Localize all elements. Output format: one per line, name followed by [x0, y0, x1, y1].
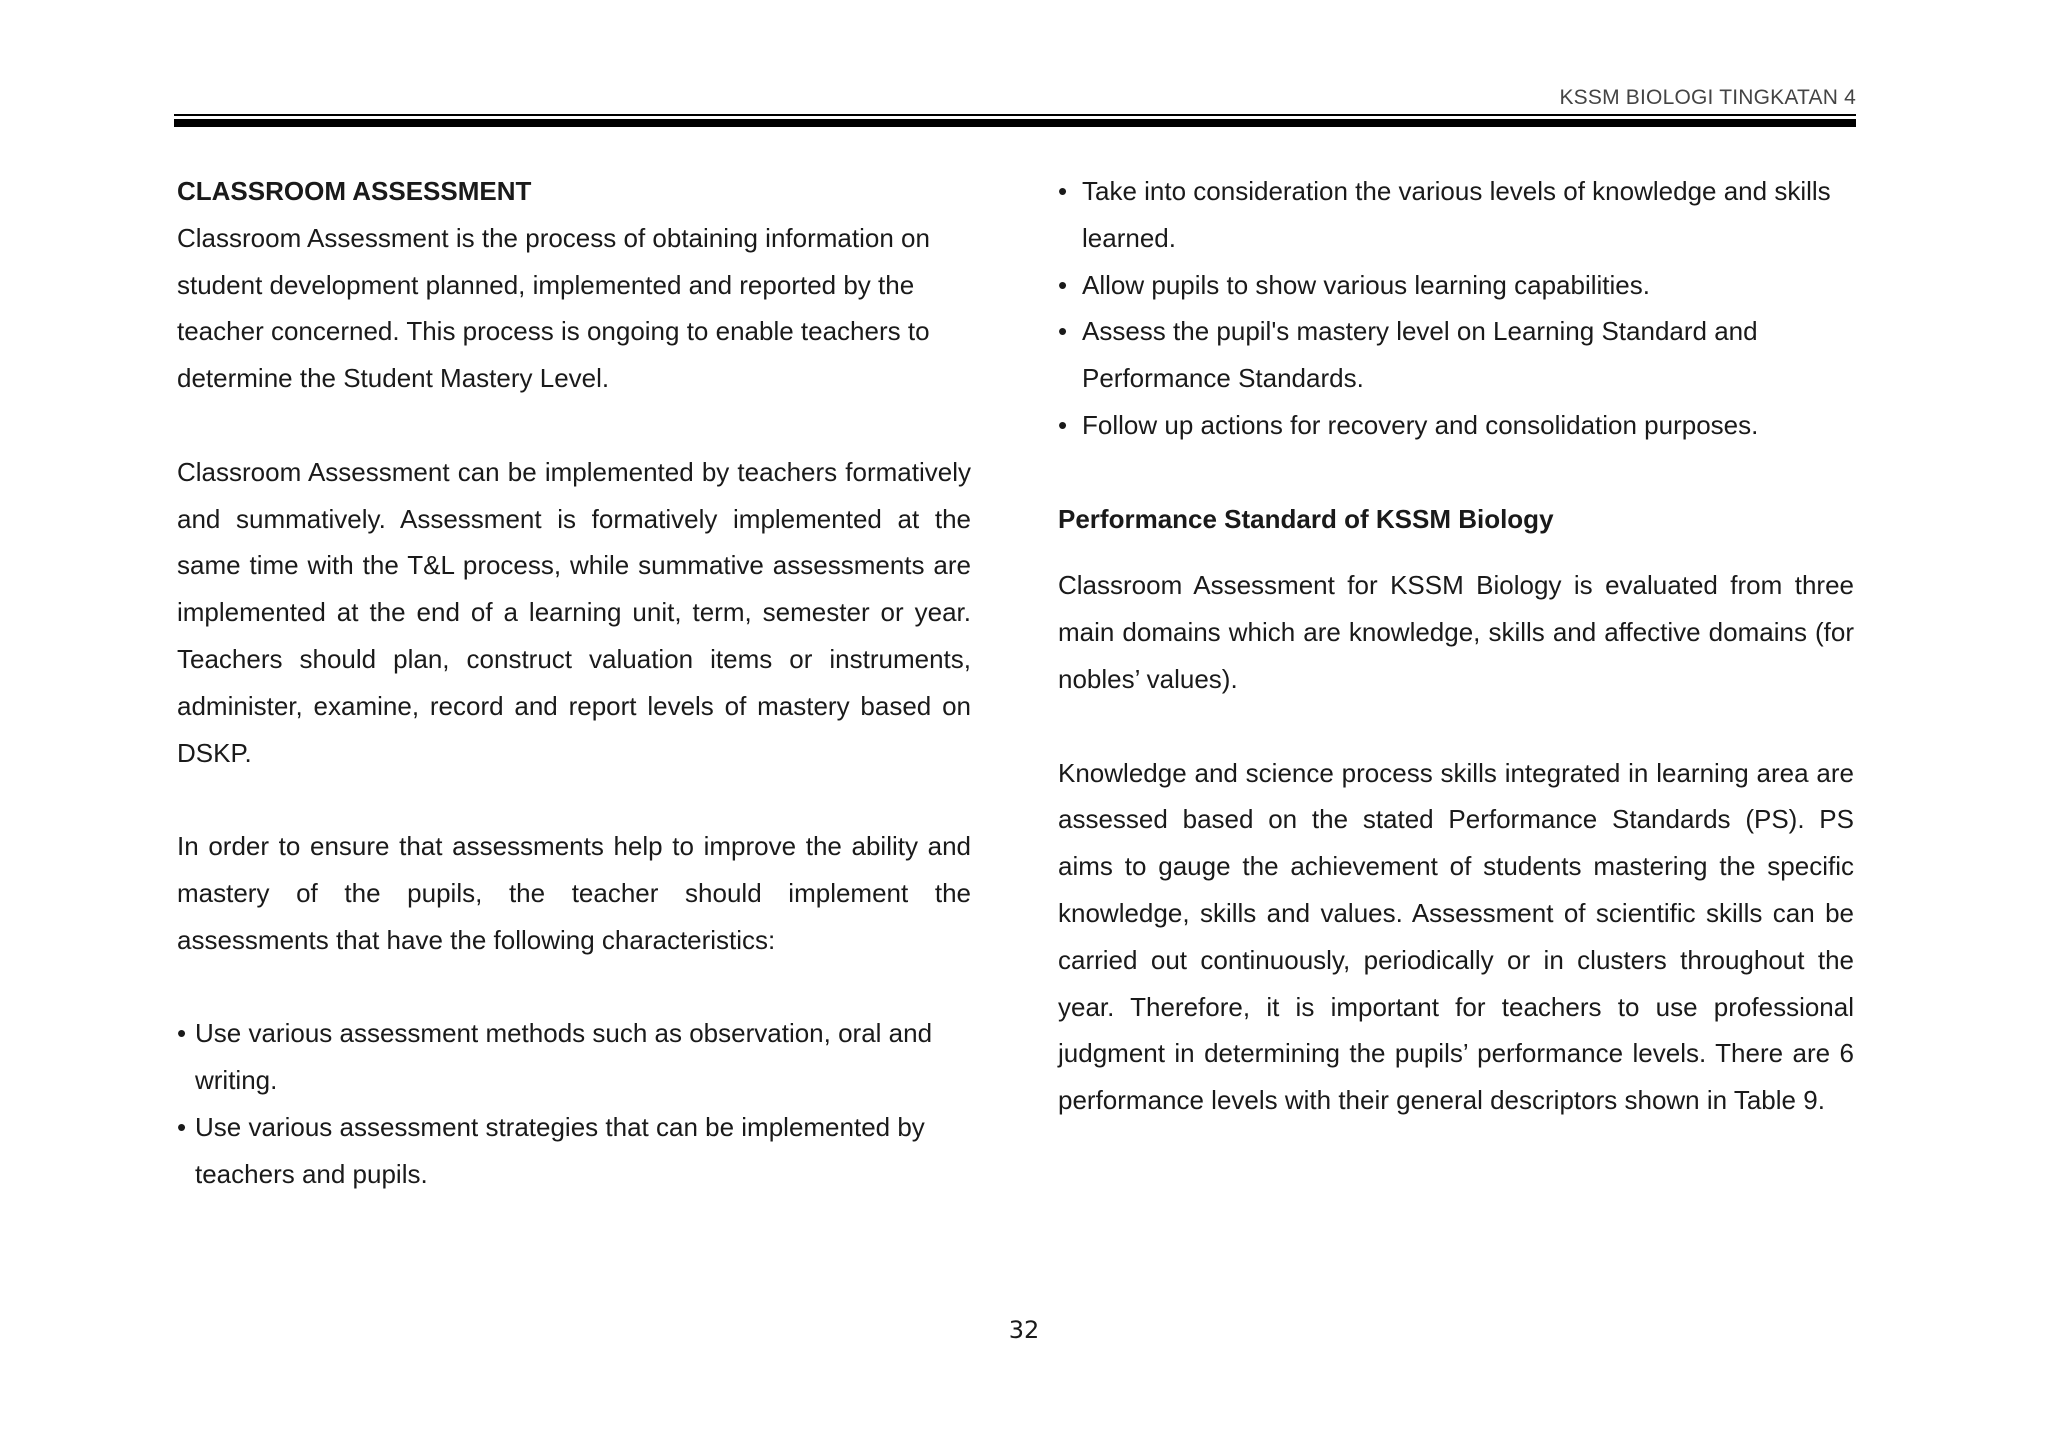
paragraph-characteristics-intro: In order to ensure that assessments help to improve the ability and mastery of the pupils, the teacher should implement the assessments that have the following characteristics:	[177, 831, 971, 955]
paragraph-performance-standards: Knowledge and science process skills integrated in learning area are assessed based on the stated Performance Standards (PS). PS aims to gauge the achievement of students mastering the specific knowledge, skills and values. Assessment of scientific skills can be carried out continuously, periodically or in clusters throughout the year. Therefore, it is important for teachers to use professional judgment in determining the pupils’ performance levels. There are 6 performance levels with their general descriptors shown in Table 9.	[1058, 757, 1854, 1116]
list-item: • Follow up actions for recovery and consolidation purposes.	[1058, 402, 1854, 449]
list-item: • Take into consideration the various levels of knowledge and skills learned.	[1058, 168, 1854, 262]
list-item: • Use various assessment methods such as observation, oral and writing.	[177, 1010, 971, 1104]
header-rule-thin	[174, 114, 1856, 116]
paragraph-spacer	[1058, 703, 1854, 750]
page-number: 32	[1008, 1316, 1040, 1344]
list-item: • Assess the pupil's mastery level on Learning Standard and Performance Standards.	[1058, 308, 1854, 402]
paragraph-spacer	[177, 776, 971, 823]
paragraph-spacer	[1058, 449, 1854, 496]
running-header-title: KSSM BIOLOGI TINGKATAN 4	[1559, 86, 1856, 109]
right-column	[1058, 168, 1854, 1124]
paragraph-domains: Classroom Assessment for KSSM Biology is evaluated from three main domains which are knowledge, skills and affective domains (for nobles’ values).	[1058, 570, 1854, 694]
characteristics-list-left	[177, 1010, 971, 1197]
characteristics-list-right	[1022, 168, 1854, 449]
list-item: • Allow pupils to show various learning capabilities.	[1058, 262, 1854, 309]
paragraph-formative-summative: Classroom Assessment can be implemented by teachers formatively and summatively. Assessment is formatively implemented at the same time with the T&L process, while summative assessments are implemented at the end of a learning unit, term, semester or year. Teachers should plan, construct valuation items or instruments, administer, examine, record and report levels of mastery based on DSKP.	[177, 456, 971, 768]
paragraph-definition: Classroom Assessment is the process of obtaining information on student development planned, implemented and reported by the teacher concerned. This process is ongoing to enable teachers to determine the Student Mastery Level.	[177, 222, 930, 394]
paragraph-spacer	[177, 402, 971, 449]
section-heading-performance-standard: Performance Standard of KSSM Biology	[1058, 503, 1554, 534]
list-item: • Use various assessment strategies that can be implemented by teachers and pupils.	[177, 1104, 971, 1198]
header-rule-thick	[174, 119, 1856, 127]
paragraph-spacer	[177, 964, 971, 1011]
left-column	[177, 168, 971, 1198]
section-heading-classroom-assessment: CLASSROOM ASSESSMENT	[177, 176, 532, 206]
